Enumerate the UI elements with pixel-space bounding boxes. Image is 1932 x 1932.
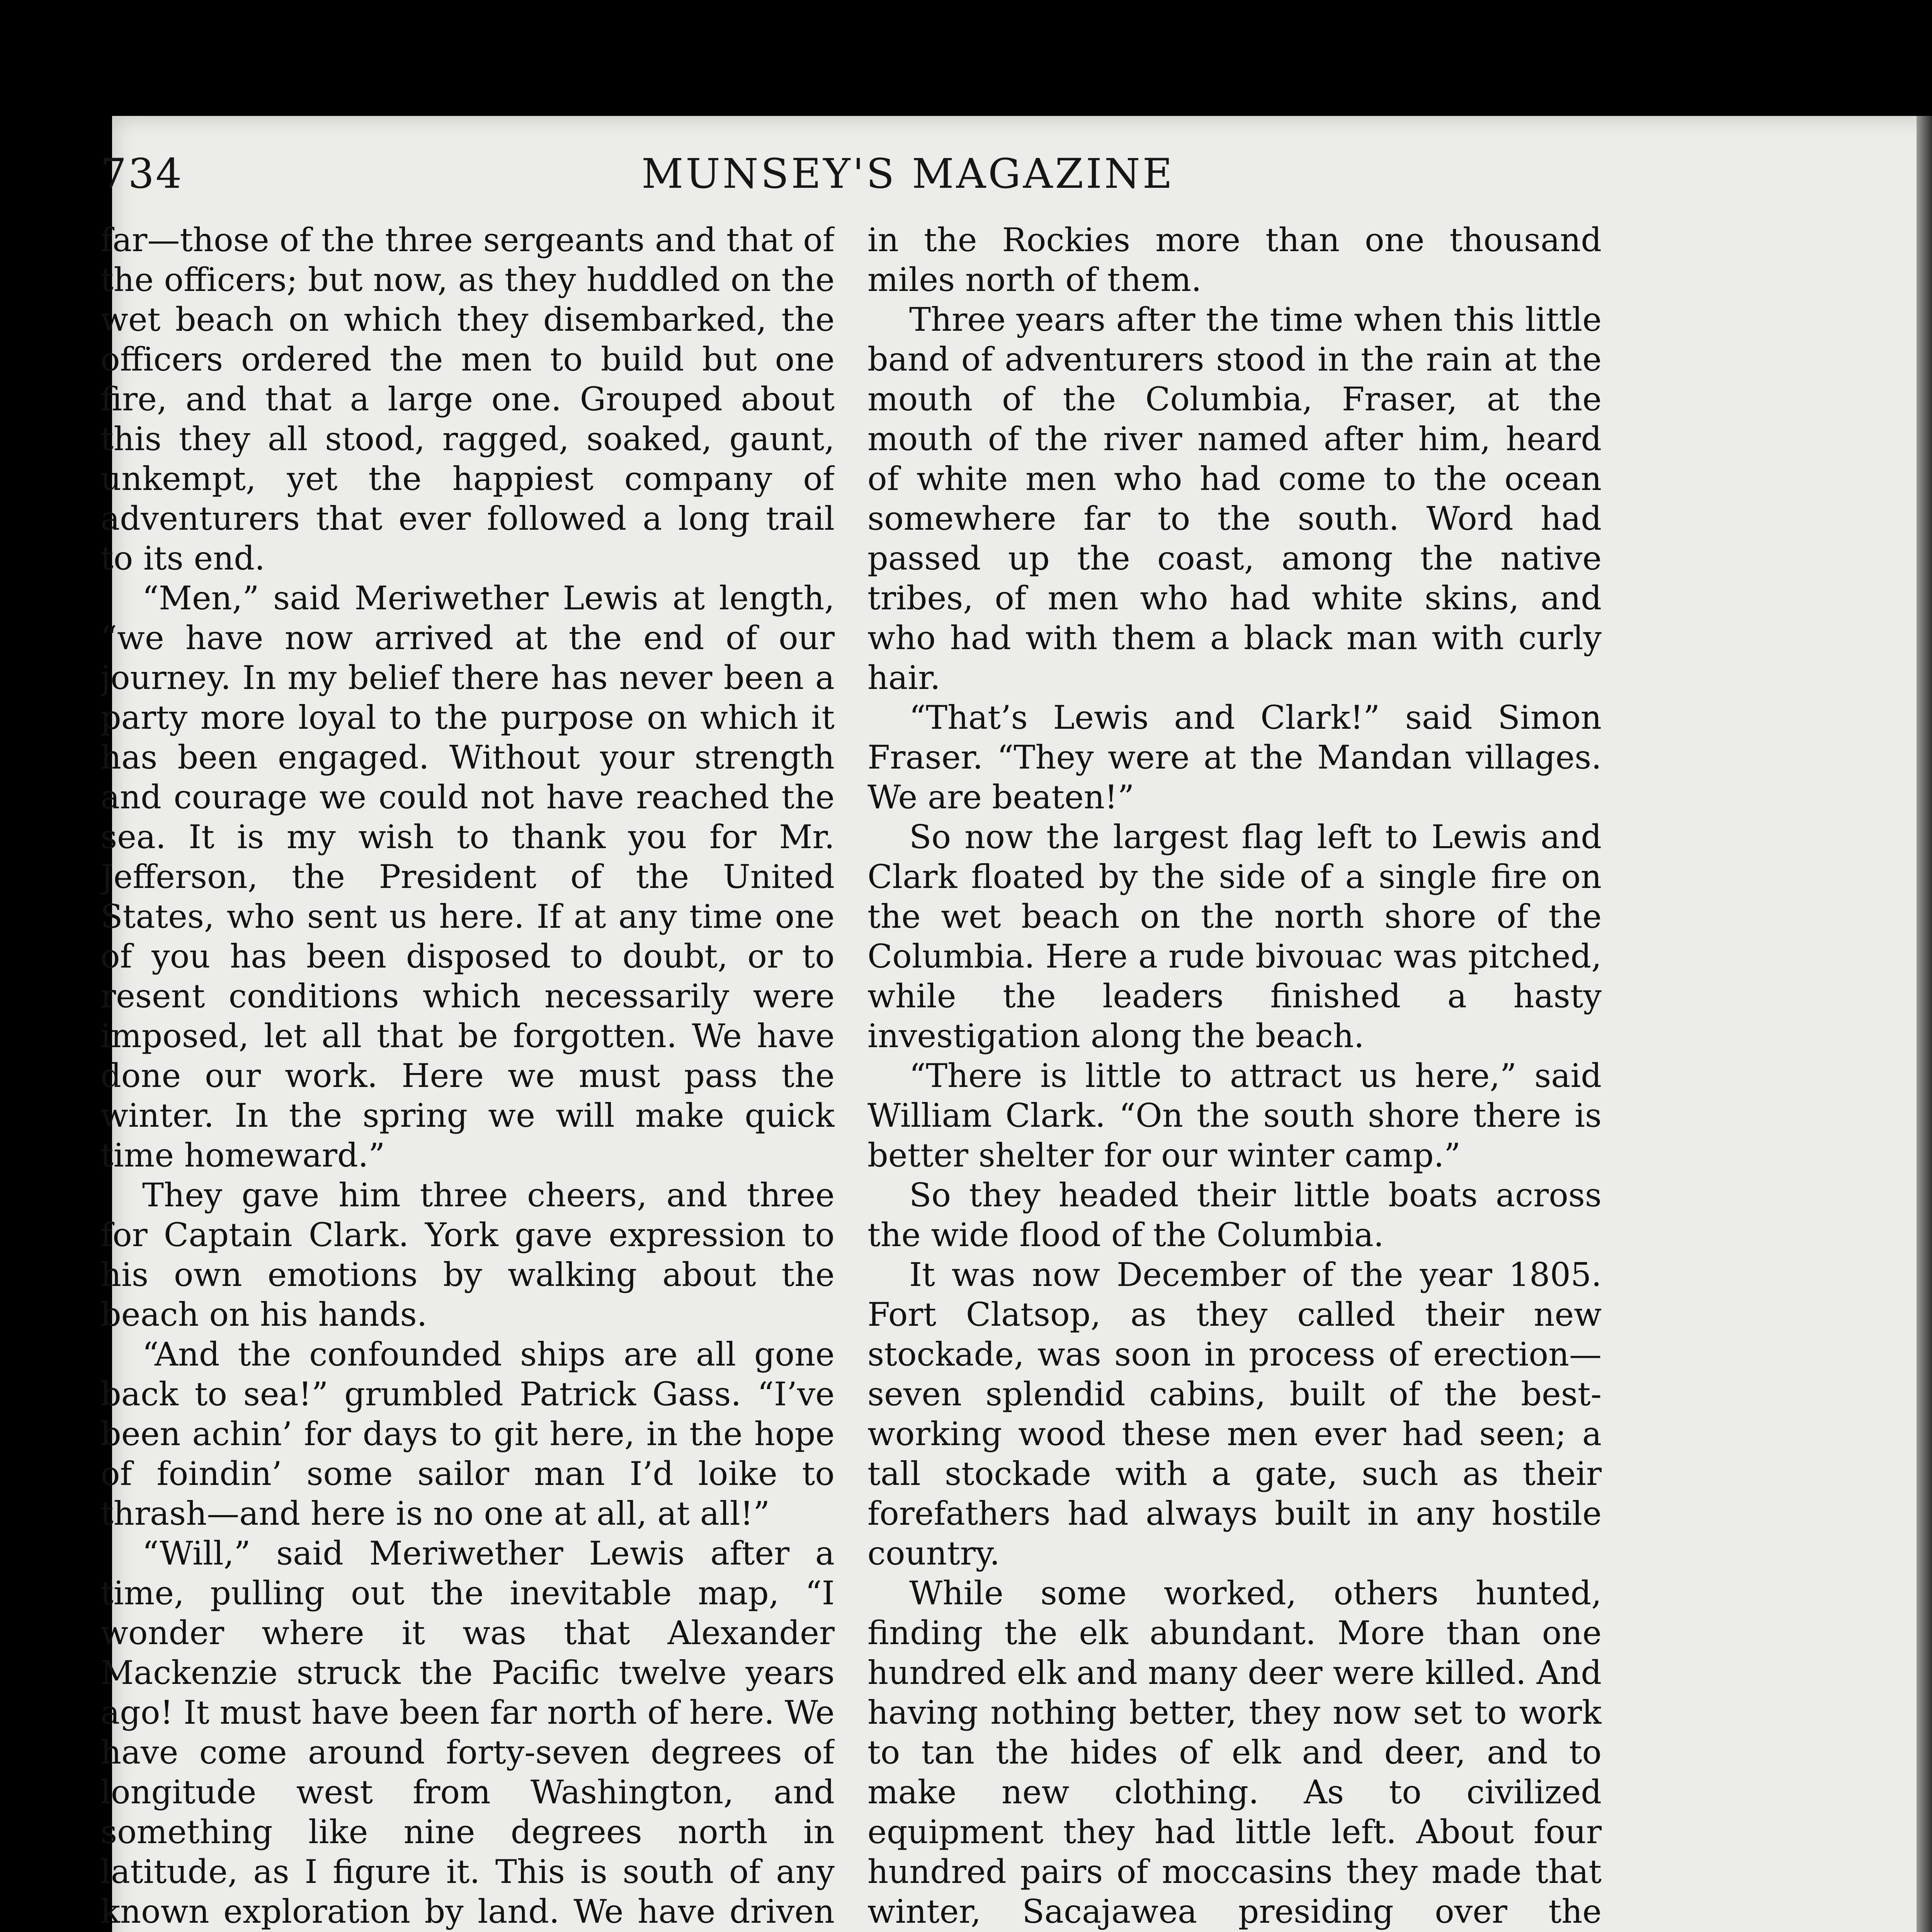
running-title: MUNSEY'S MAGAZINE: [641, 150, 1175, 197]
text-column-right: [867, 220, 1602, 1932]
paragraph: “There is little to attract us here,” said William Clark. “On the south shore there is better shelter for our winter camp.”: [867, 1057, 1602, 1174]
paragraph: So they headed their little boats across the wide flood of the Columbia.: [867, 1176, 1602, 1254]
paragraph: “And the confounded ships are all gone back to sea!” grumbled Patrick Gass. “I’ve been achin’ for days to git here, in the hope of foindin’ some sailor man I’d loike to thrash—and here is no one at all, at all!”: [100, 1335, 835, 1532]
paragraph: It was now December of the year 1805. Fort Clatsop, as they called their new stockade, was soon in process of erection—seven splendid cabins, built of the best-working wood these men ever had seen; a tall stockade with a gate, such as their forefathers had always built in any hostile country.: [867, 1256, 1602, 1572]
paragraph: “Men,” said Meriwether Lewis at length, “we have now arrived at the end of our journey. In my belief there has never been a party more loyal to the purpose on which it has been engaged. Without your strength and courage we could not have reached the sea. It is my wish to thank you for Mr. Jefferson, the President of the United States, who sent us here. If at any time one of you has been disposed to doubt, or to resent conditions which necessarily were imposed, let all that be forgotten. We have done our work. Here we must pass the winter. In the spring we will make quick time homeward.”: [100, 579, 835, 1174]
text-column-left: [100, 220, 835, 1932]
paragraph: So now the largest flag left to Lewis and Clark floated by the side of a single fire on the wet beach on the north shore of the Columbia. Here a rude bivouac was pitched, while the leaders finished a hasty investigation along the beach.: [867, 818, 1602, 1055]
paragraph: They gave him three cheers, and three for Captain Clark. York gave expression to his own emotions by walking about the beach on his hands.: [100, 1176, 835, 1333]
paragraph: far—those of the three sergeants and that of the officers; but now, as they huddled on the wet beach on which they disembarked, the officers ordered the men to build but one fire, and that a large one. Grouped about this they all stood, ragged, soaked, gaunt, unkempt, yet the happiest company of adventurers that ever followed a long trail to its end.: [100, 221, 835, 577]
paragraph: Three years after the time when this little band of adventurers stood in the rain at the mouth of the Columbia, Fraser, at the mouth of the river named after him, heard of white men who had come to the ocean somewhere far to the south. Word had passed up the coast, among the native tribes, of men who had white skins, and who had with them a black man with curly hair.: [867, 301, 1602, 697]
page-header: [100, 139, 1206, 209]
paragraph: in the Rockies more than one thousand miles north of them.: [867, 221, 1602, 299]
book-spine-shadow: [1917, 116, 1932, 1932]
paragraph: “Will,” said Meriwether Lewis after a time, pulling out the inevitable map, “I wonder where it was that Alexander Mackenzie struck the Pacific twelve years ago! It must have been far north of here. We have come around forty-seven degrees of longitude west from Washington, and something like nine degrees north in latitude, as I figure it. This is south of any known exploration by land. We have driven: [100, 1534, 835, 1930]
paragraph: “That’s Lewis and Clark!” said Simon Fraser. “They were at the Mandan villages. We are beaten!”: [867, 699, 1602, 816]
paragraph: While some worked, others hunted, finding the elk abundant. More than one hundred elk and many deer were killed. And having nothing better, they now set to work to tan the hides of elk and deer, and to make new clothing. As to civilized equipment they had little left. About four hundred pairs of moccasins they made that winter, Sacajawea presiding over the: [867, 1574, 1602, 1930]
page-number: 734: [100, 150, 184, 197]
